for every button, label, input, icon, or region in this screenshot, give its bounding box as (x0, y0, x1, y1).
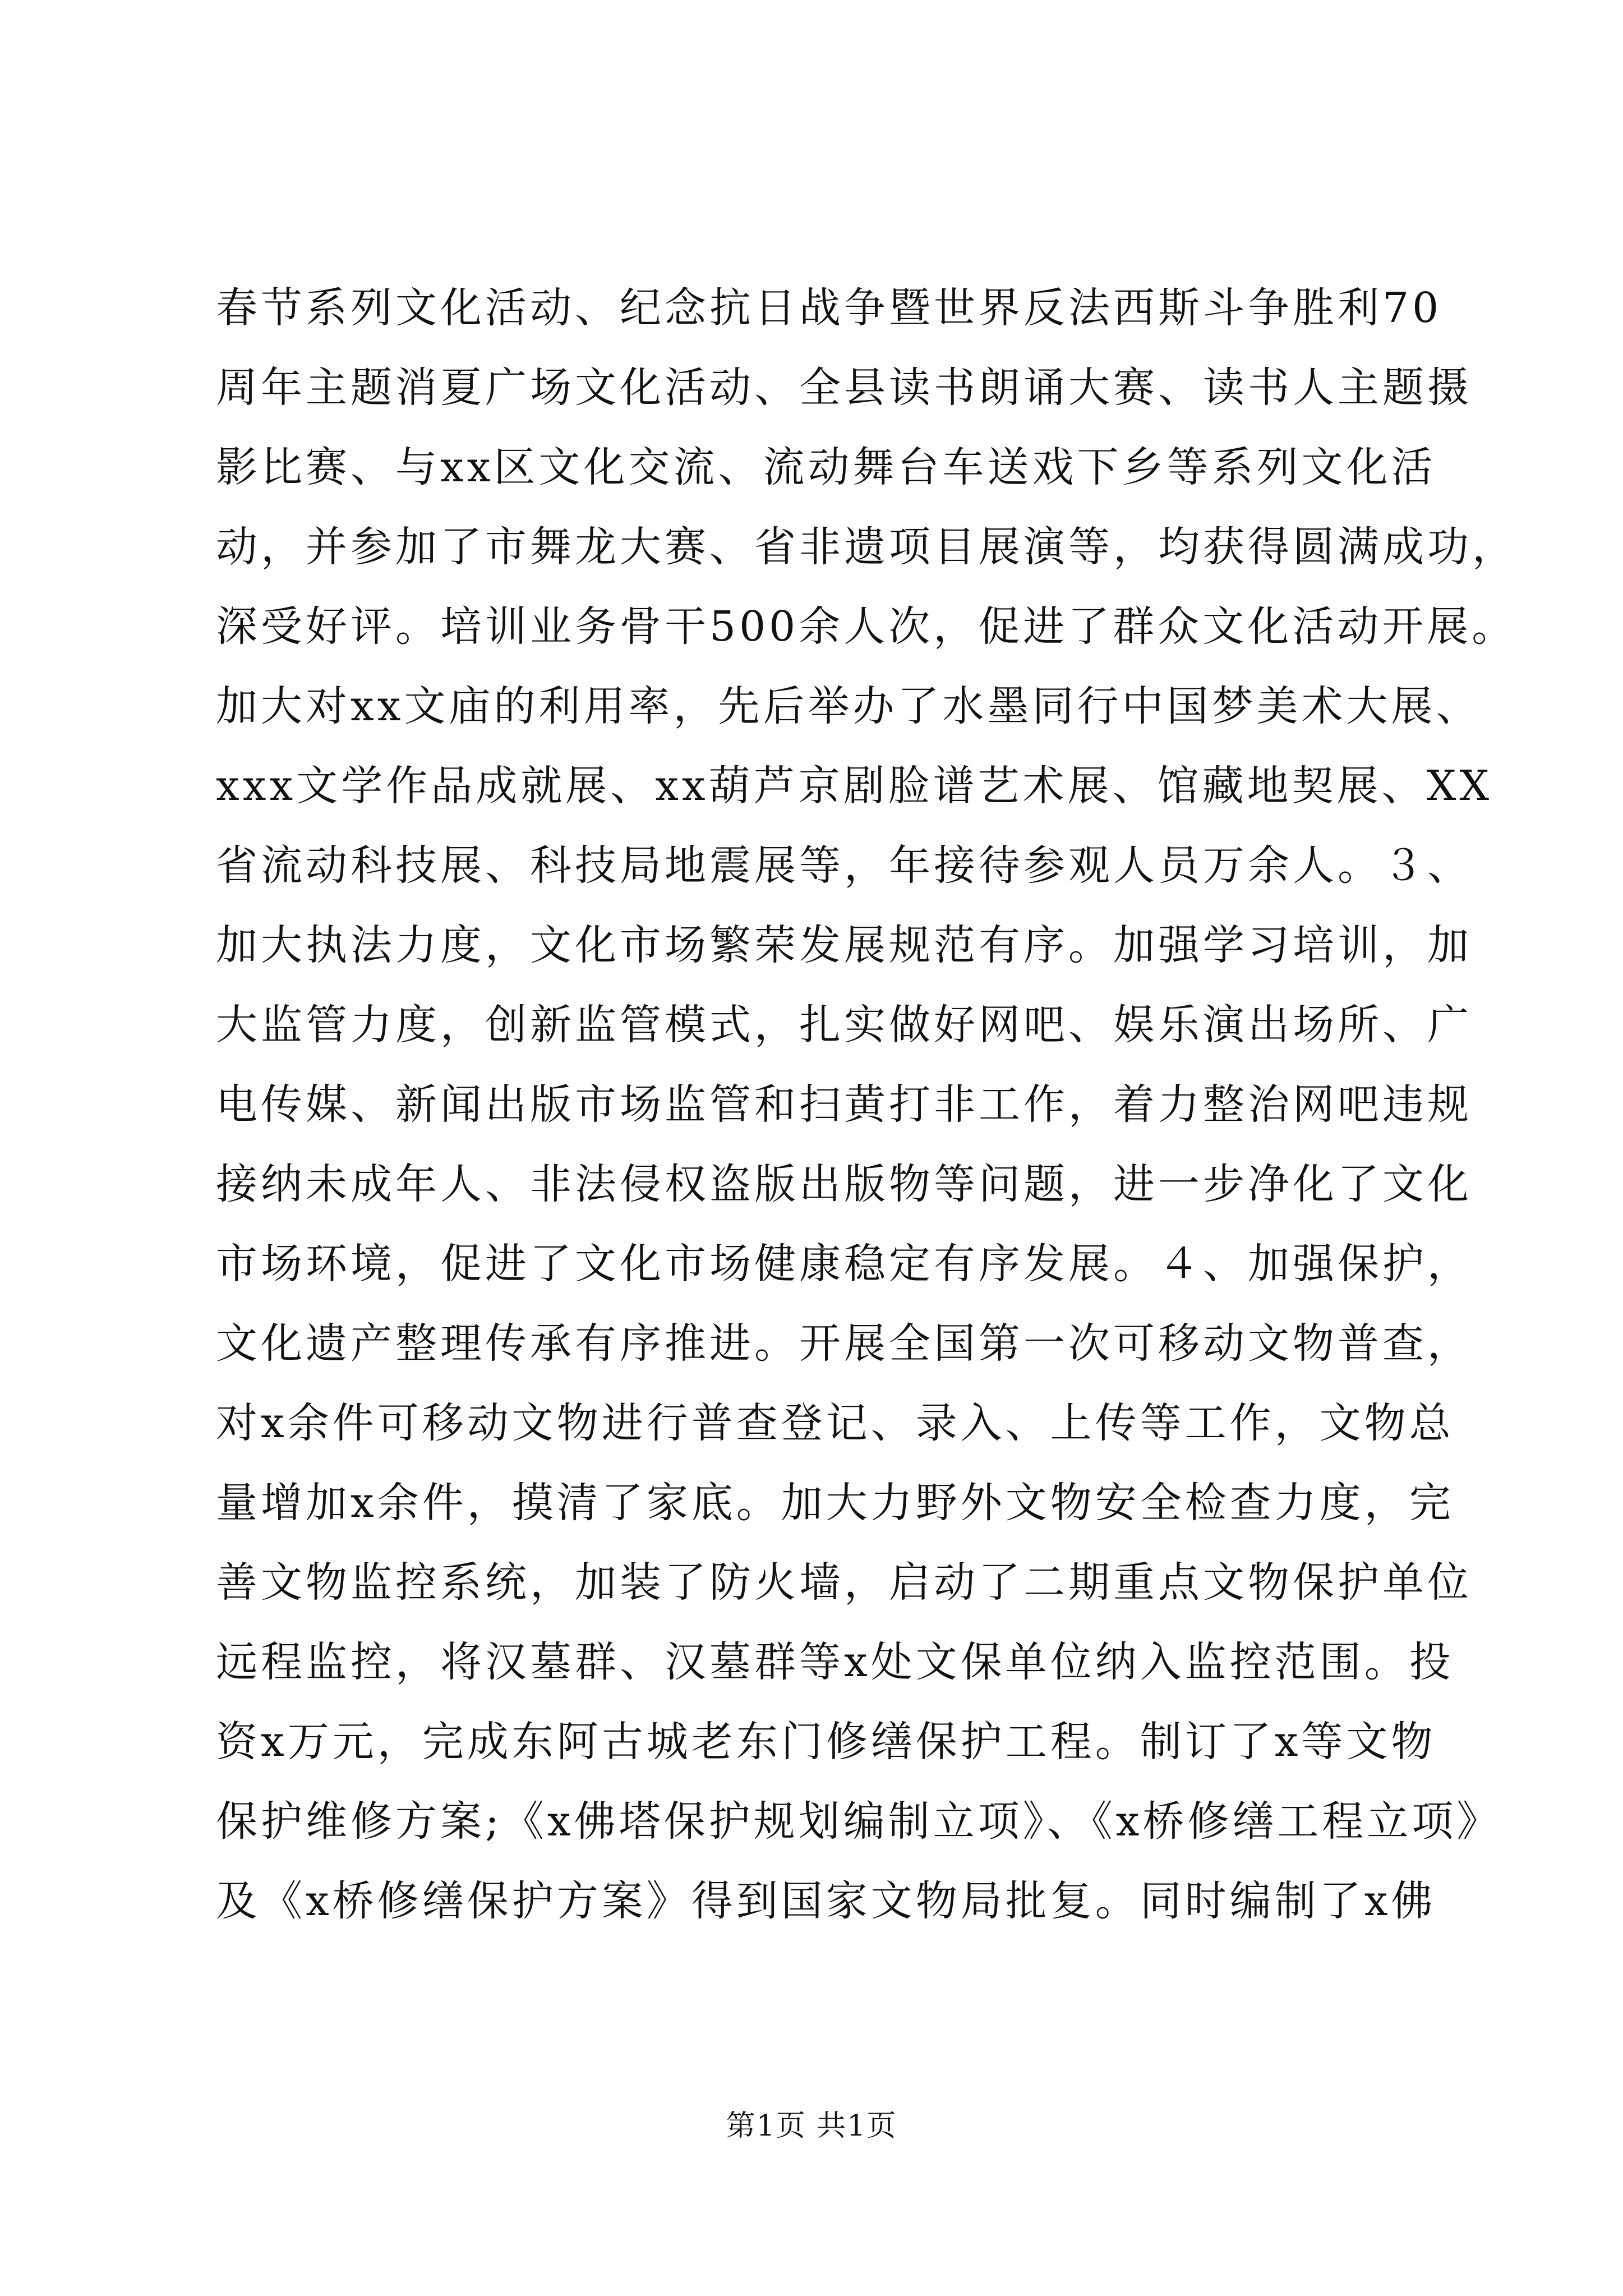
text-line: 市场环境，促进了文化市场健康稳定有序发展。４、加强保护， (216, 1240, 1472, 1288)
text-line: 电传媒、新闻出版市场监管和扫黄打非工作，着力整治网吧违规 (216, 1080, 1472, 1129)
text-line: 及《x桥修缮保护方案》得到国家文物局批复。同时编制了x佛 (216, 1877, 1436, 1925)
text-line: 影比赛、与xx区文化交流、流动舞台车送戏下乡等系列文化活 (216, 443, 1436, 491)
text-line: 省流动科技展、科技局地震展等，年接待参观人员万余人。３、 (216, 841, 1472, 890)
text-line: 资x万元，完成东阿古城老东门修缮保护工程。制订了x等文物 (216, 1718, 1436, 1766)
text-line: 远程监控，将汉墓群、汉墓群等x处文保单位纳入监控范围。投 (216, 1638, 1454, 1686)
text-line: 周年主题消夏广场文化活动、全县读书朗诵大赛、读书人主题摄 (216, 364, 1472, 412)
text-line: 深受好评。培训业务骨干500余人次，促进了群众文化活动开展。 (216, 602, 1517, 651)
text-line: xxx文学作品成就展、xx葫芦京剧脸谱艺术展、馆藏地契展、XX (216, 762, 1493, 810)
text-line: 文化遗产整理传承有序推进。开展全国第一次可移动文物普查， (216, 1319, 1472, 1368)
text-line: 春节系列文化活动、纪念抗日战争暨世界反法西斯斗争胜利70 (216, 284, 1442, 332)
page-footer (0, 2106, 1623, 2146)
text-line: 保护维修方案;《x佛塔保护规划编制立项》、《x桥修缮工程立项》 (216, 1797, 1502, 1846)
text-line: 动，并参加了市舞龙大赛、省非遗项目展演等，均获得圆满成功， (216, 523, 1517, 571)
body-text (216, 268, 1517, 1941)
text-line: 善文物监控系统，加装了防火墙，启动了二期重点文物保护单位 (216, 1558, 1472, 1607)
text-line: 加大执法力度，文化市场繁荣发展规范有序。加强学习培训，加 (216, 921, 1472, 969)
text-line: 加大对xx文庙的利用率，先后举办了水墨同行中国梦美术大展、 (216, 682, 1481, 730)
text-line: 量增加x余件，摸清了家底。加大力野外文物安全检查力度，完 (216, 1479, 1454, 1527)
page-number-label: 第1页 共1页 (726, 2109, 897, 2143)
text-line: 接纳未成年人、非法侵权盗版出版物等问题，进一步净化了文化 (216, 1160, 1472, 1208)
text-line: 对x余件可移动文物进行普查登记、录入、上传等工作，文物总 (216, 1399, 1454, 1447)
text-line: 大监管力度，创新监管模式，扎实做好网吧、娱乐演出场所、广 (216, 1001, 1472, 1049)
